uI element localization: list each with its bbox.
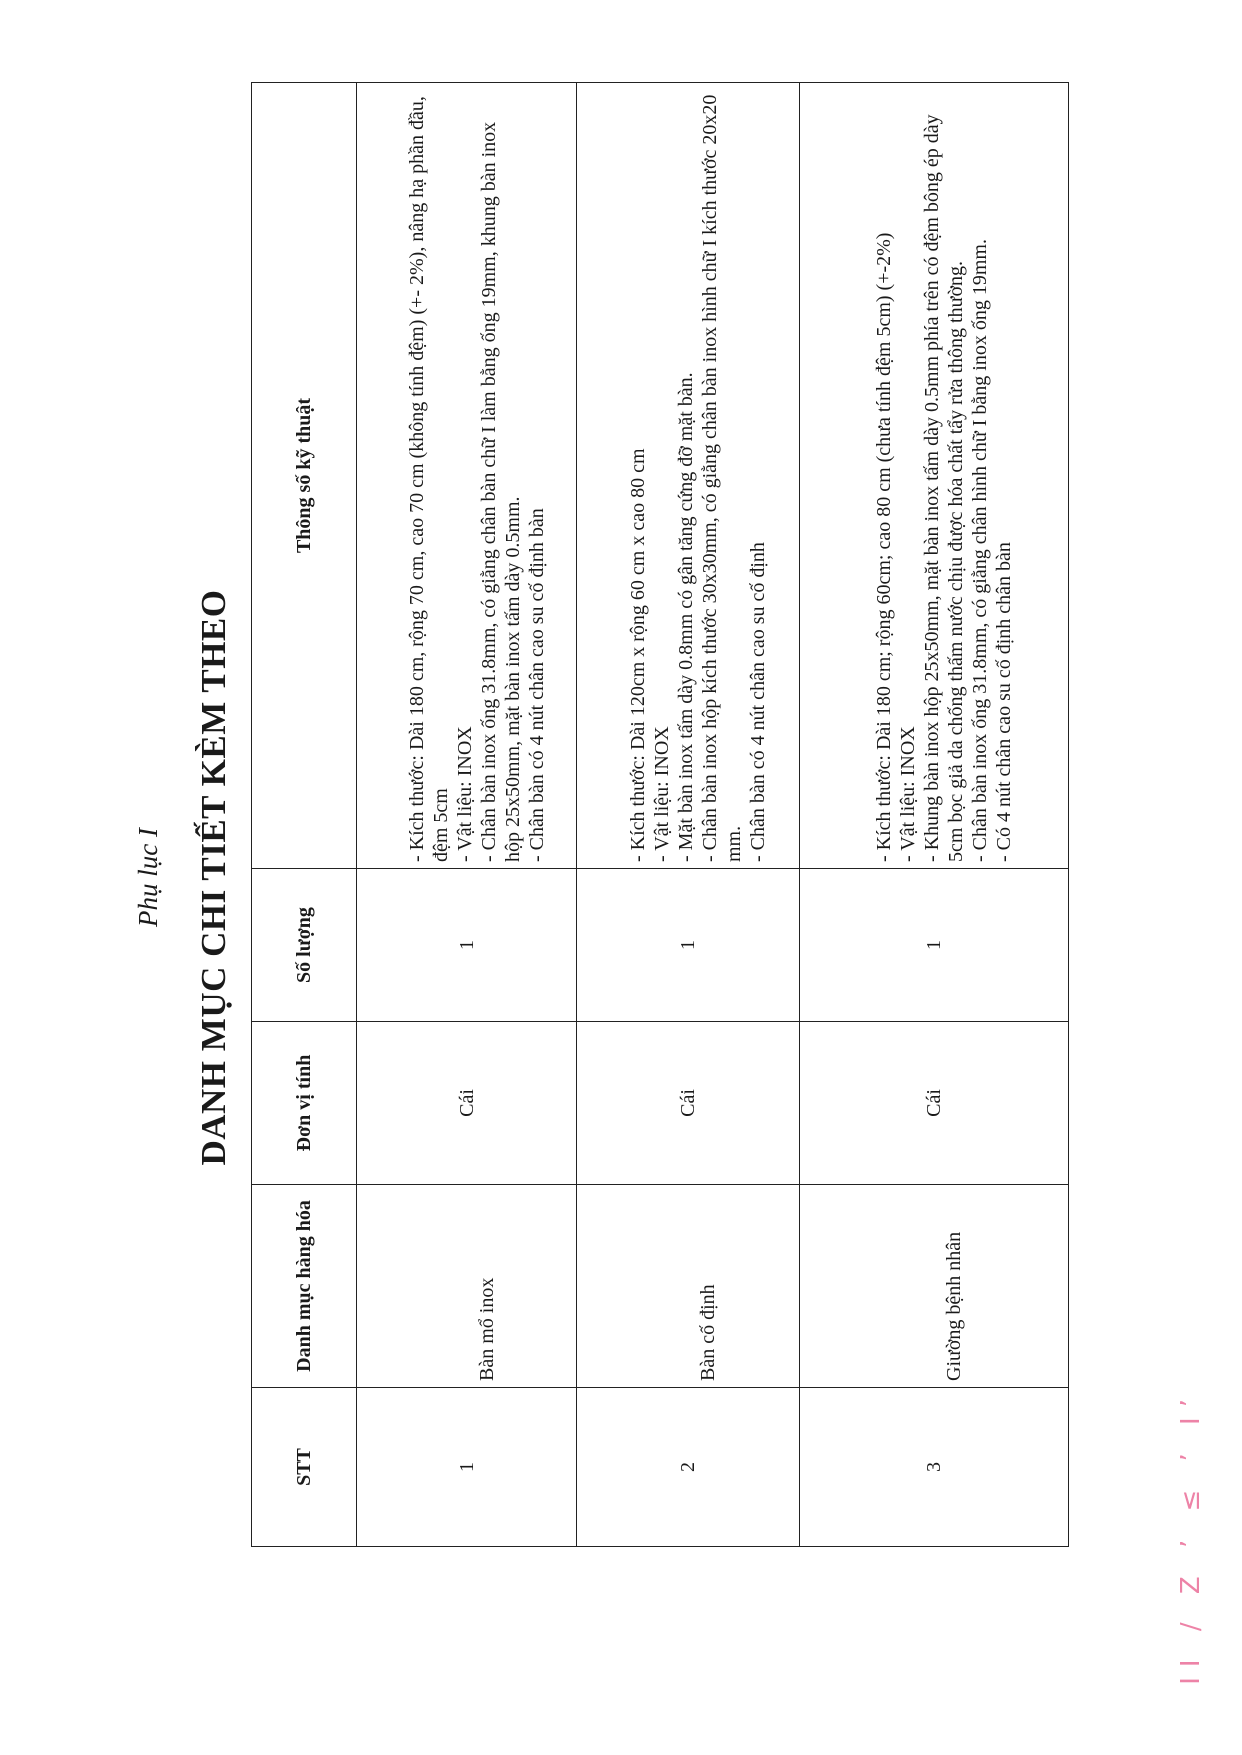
cell-quantity: 1 — [577, 869, 800, 1022]
cell-goods-name — [800, 1185, 1069, 1388]
cell-unit: Cái — [357, 1022, 577, 1185]
spec-line: - Chân bàn inox hộp kích thước 30x30mm, có giằng chân bàn inox hình chữ I kích thước 20x20 mm. — [699, 94, 745, 862]
spec-line: - Chân bàn có 4 nút chân cao su cố định — [747, 542, 769, 862]
cell-goods-name — [577, 1185, 800, 1388]
spec-line: - Chân bàn inox ống 31.8mm, có giằng chân hình chữ I bằng inox ống 19mm. — [969, 239, 991, 862]
cell-quantity: 1 — [357, 869, 577, 1022]
cell-stt: 2 — [577, 1388, 800, 1547]
cell-quantity: 1 — [800, 869, 1069, 1022]
goods-name-text: Giường bệnh nhân — [943, 1231, 965, 1381]
cell-stt: 1 — [357, 1388, 577, 1547]
spec-list — [606, 89, 770, 862]
spec-list — [385, 89, 549, 862]
spec-line: - Kích thước: Dài 180 cm, rộng 70 cm, cao 70 cm (không tính đệm) (+- 2%), nâng hạ phần đầu, đệm 5cm — [405, 96, 452, 862]
spec-line: - Vật liệu: INOX — [453, 726, 476, 862]
cell-specifications — [800, 83, 1069, 869]
spec-line: - Có 4 nút chân cao su cố định chân bàn — [993, 542, 1015, 862]
table-row — [357, 83, 577, 1547]
header-goods-name: Danh mục hàng hóa — [252, 1185, 357, 1388]
table-row — [800, 83, 1069, 1547]
goods-table — [251, 82, 1069, 1547]
spec-line: - Khung bàn inox hộp 25x50mm, mặt bàn inox tấm dày 0.5mm phía trên có đệm bông ép dày 5cm bọc giả da chống thấm nước chịu được hóa chất tẩy rửa thông thường. — [921, 114, 967, 862]
spec-line: - Mặt bàn inox tấm dày 0.8mm có gân tăng cứng đỡ mặt bàn. — [675, 372, 697, 862]
cell-goods-name — [357, 1185, 577, 1388]
table-header-row — [252, 83, 357, 1547]
goods-name-text: Bàn cố định — [697, 1284, 719, 1381]
header-stt: STT — [252, 1388, 357, 1547]
handwritten-mark: II / Z ʼ ≤ ʼ Iʼ — [1176, 1389, 1206, 1685]
table-row — [577, 83, 800, 1547]
cell-unit: Cái — [577, 1022, 800, 1185]
header-specifications: Thông số kỹ thuật — [252, 83, 357, 869]
spec-line: - Chân bàn có 4 nút chân cao su cố định bàn — [525, 508, 548, 862]
cell-specifications — [357, 83, 577, 869]
document-title: DANH MỤC CHI TIẾT KÈM THEO — [194, 589, 233, 1166]
goods-name-text: Bàn mổ inox — [475, 1277, 498, 1381]
spec-line: - Vật liệu: INOX — [897, 726, 919, 862]
spec-list — [852, 89, 1016, 862]
spec-line: - Vật liệu: INOX — [651, 726, 673, 862]
cell-unit: Cái — [800, 1022, 1069, 1185]
header-unit: Đơn vị tính — [252, 1022, 357, 1185]
spec-line: - Kích thước: Dài 180 cm; rộng 60cm; cao 80 cm (chưa tính đệm 5cm) (+-2%) — [873, 232, 895, 862]
cell-specifications — [577, 83, 800, 869]
cell-stt: 3 — [800, 1388, 1069, 1547]
appendix-label: Phụ lục I — [133, 828, 163, 927]
spec-line: - Chân bàn inox ống 31.8mm, có giằng chân bàn chữ I làm bằng ống 19mm, khung bàn inox hộp 25x50mm, mặt bàn inox tấm dày 0.5mm. — [477, 121, 524, 862]
spec-line: - Kích thước: Dài 120cm x rộng 60 cm x cao 80 cm — [627, 448, 649, 862]
header-quantity: Số lượng — [252, 869, 357, 1022]
